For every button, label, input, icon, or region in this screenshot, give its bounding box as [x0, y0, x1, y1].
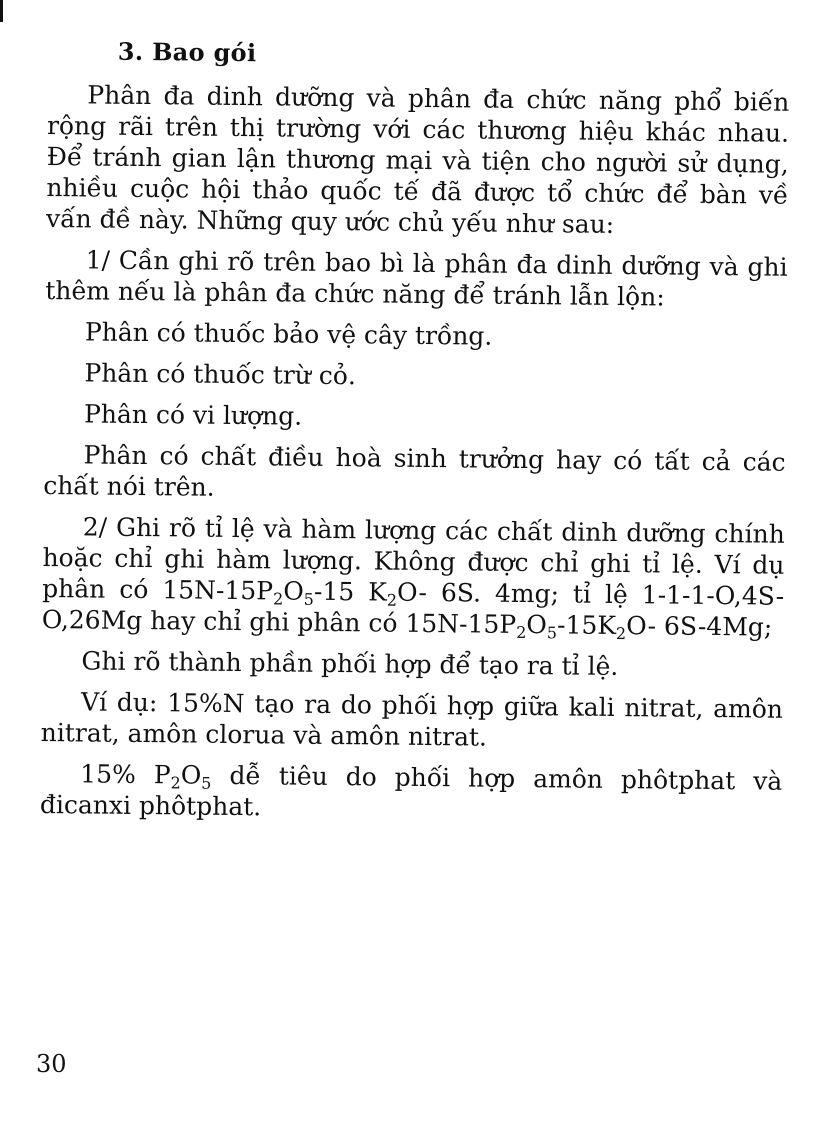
- scan-edge-mark: [0, 0, 3, 22]
- list-item-herbicide: Phân có thuốc trừ cỏ.: [84, 358, 357, 391]
- rule-2-paragraph: 2/ Ghi rõ tỉ lệ và hàm lượng các chất dinh dưỡng chính hoặc chỉ ghi hàm lượng. Không được chỉ ghi tỉ lệ. Ví dụ phân có $15N-15P_2O_5-15$ $K_2O-$ 6S. 4mg; tỉ lệ 1-1-1-O,4S-O,26Mg hay chỉ ghi phân có $15N-15P_2O_5-15K_2O-$ 6S-4Mg;: [41, 512, 785, 644]
- growth-regulator-paragraph: Phân có chất điều hoà sinh trưởng hay có tất cả các chất nói trên.: [43, 440, 786, 502]
- section-heading: 3. Bao gói: [117, 36, 257, 68]
- nitrogen-example-paragraph: Ví dụ: 15%N tạo ra do phối hợp giữa kali nitrat, amôn nitrat, amôn clorua và amôn nitrat.: [40, 687, 784, 752]
- list-item-micronutrient: Phân có vi lượng.: [83, 399, 303, 431]
- page-number: 30: [36, 1050, 67, 1078]
- intro-paragraph: Phân đa dinh dưỡng và phân đa chức năng phổ biến rộng rãi trên thị trường với các thương hiệu khác nhau. Để tránh gian lận thương mại và tiện cho người sử dụng, nhiều cuộc hội thảo quốc tế đã được tổ chức để bàn về vấn đề này. Những quy ước chủ yếu như sau:: [45, 80, 790, 239]
- phosphate-example-paragraph: 15% $P_2O_5$ dễ tiêu do phối hợp amôn phôtphat và đicanxi phôtphat.: [39, 759, 783, 822]
- composition-paragraph: Ghi rõ thành phần phối hợp để tạo ra tỉ lệ.: [81, 646, 619, 682]
- document-page: [40, 36, 790, 828]
- rule-1-paragraph: 1/ Cần ghi rõ trên bao bì là phân đa dinh dưỡng và ghi thêm nếu là phân đa chức năng để tránh lẫn lộn:: [45, 245, 788, 312]
- list-item-crop-protection: Phân có thuốc bảo vệ cây trồng.: [84, 317, 493, 351]
